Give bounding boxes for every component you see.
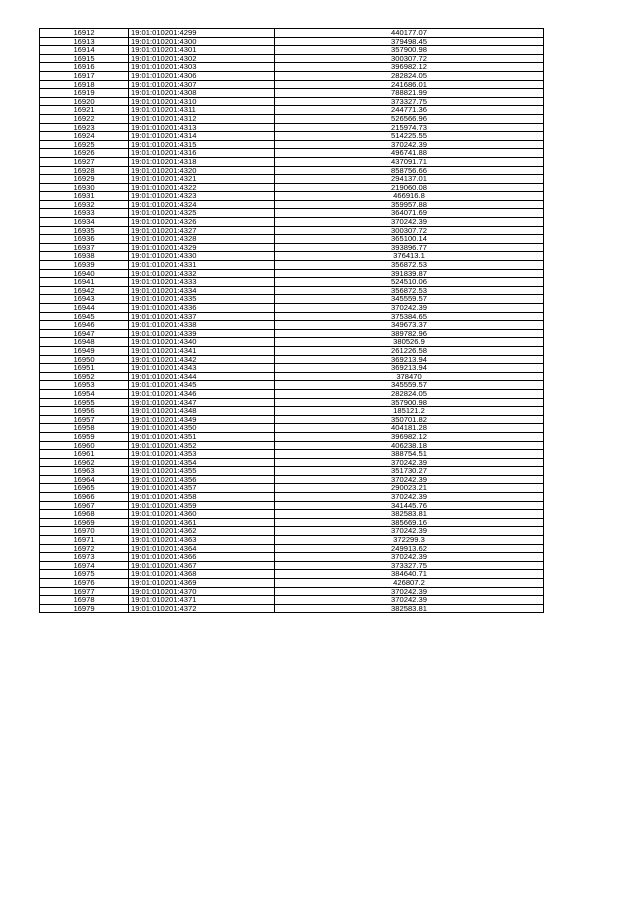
value-cell: 496741.88: [275, 149, 544, 158]
cadastral-number-cell: 19:01:010201:4322: [129, 183, 275, 192]
table-row: [40, 54, 544, 63]
value-cell: 379498.45: [275, 37, 544, 46]
table-row: [40, 536, 544, 545]
table-row: [40, 389, 544, 398]
value-cell: 391839.87: [275, 269, 544, 278]
value-cell: 370242.39: [275, 527, 544, 536]
cadastral-number-cell: 19:01:010201:4334: [129, 286, 275, 295]
table-row: [40, 29, 544, 38]
value-cell: 378470: [275, 372, 544, 381]
row-number-cell: 16948: [40, 338, 129, 347]
row-number-cell: 16949: [40, 346, 129, 355]
row-number-cell: 16929: [40, 175, 129, 184]
table-row: [40, 218, 544, 227]
table-row: [40, 604, 544, 613]
row-number-cell: 16944: [40, 304, 129, 313]
cadastral-number-cell: 19:01:010201:4318: [129, 157, 275, 166]
row-number-cell: 16914: [40, 46, 129, 55]
cadastral-number-cell: 19:01:010201:4347: [129, 398, 275, 407]
value-cell: 370242.39: [275, 553, 544, 562]
value-cell: 370242.39: [275, 218, 544, 227]
table-row: [40, 381, 544, 390]
cadastral-number-cell: 19:01:010201:4357: [129, 484, 275, 493]
row-number-cell: 16971: [40, 536, 129, 545]
table-row: [40, 561, 544, 570]
value-cell: 384640.71: [275, 570, 544, 579]
value-cell: 396982.12: [275, 63, 544, 72]
cadastral-number-cell: 19:01:010201:4366: [129, 553, 275, 562]
table-row: [40, 123, 544, 132]
row-number-cell: 16934: [40, 218, 129, 227]
row-number-cell: 16976: [40, 579, 129, 588]
value-cell: 376413.1: [275, 252, 544, 261]
cadastral-number-cell: 19:01:010201:4335: [129, 295, 275, 304]
cadastral-number-cell: 19:01:010201:4338: [129, 321, 275, 330]
row-number-cell: 16959: [40, 432, 129, 441]
table-row: [40, 286, 544, 295]
table-row: [40, 114, 544, 123]
row-number-cell: 16962: [40, 458, 129, 467]
table-row: [40, 97, 544, 106]
value-cell: 437091.71: [275, 157, 544, 166]
cadastral-number-cell: 19:01:010201:4362: [129, 527, 275, 536]
row-number-cell: 16912: [40, 29, 129, 38]
value-cell: 300307.72: [275, 54, 544, 63]
row-number-cell: 16963: [40, 467, 129, 476]
cadastral-number-cell: 19:01:010201:4337: [129, 312, 275, 321]
table-row: [40, 63, 544, 72]
value-cell: 370242.39: [275, 596, 544, 605]
row-number-cell: 16979: [40, 604, 129, 613]
row-number-cell: 16926: [40, 149, 129, 158]
cadastral-number-cell: 19:01:010201:4341: [129, 346, 275, 355]
table-row: [40, 355, 544, 364]
cadastral-number-cell: 19:01:010201:4332: [129, 269, 275, 278]
value-cell: 426807.2: [275, 579, 544, 588]
value-cell: 514225.55: [275, 132, 544, 141]
cadastral-number-cell: 19:01:010201:4321: [129, 175, 275, 184]
value-cell: 385669.16: [275, 518, 544, 527]
row-number-cell: 16946: [40, 321, 129, 330]
cadastral-number-cell: 19:01:010201:4324: [129, 200, 275, 209]
row-number-cell: 16975: [40, 570, 129, 579]
value-cell: 524510.06: [275, 278, 544, 287]
row-number-cell: 16950: [40, 355, 129, 364]
cadastral-number-cell: 19:01:010201:4371: [129, 596, 275, 605]
value-cell: 356872.53: [275, 286, 544, 295]
value-cell: 359957.88: [275, 200, 544, 209]
value-cell: 300307.72: [275, 226, 544, 235]
value-cell: 373327.75: [275, 97, 544, 106]
cadastral-number-cell: 19:01:010201:4303: [129, 63, 275, 72]
table-row: [40, 295, 544, 304]
row-number-cell: 16927: [40, 157, 129, 166]
cadastral-number-cell: 19:01:010201:4330: [129, 252, 275, 261]
row-number-cell: 16951: [40, 364, 129, 373]
table-row: [40, 467, 544, 476]
cadastral-number-cell: 19:01:010201:4307: [129, 80, 275, 89]
row-number-cell: 16977: [40, 587, 129, 596]
row-number-cell: 16936: [40, 235, 129, 244]
cadastral-number-cell: 19:01:010201:4372: [129, 604, 275, 613]
cadastral-number-cell: 19:01:010201:4346: [129, 389, 275, 398]
value-cell: 282824.05: [275, 71, 544, 80]
row-number-cell: 16913: [40, 37, 129, 46]
cadastral-number-cell: 19:01:010201:4345: [129, 381, 275, 390]
cadastral-number-cell: 19:01:010201:4342: [129, 355, 275, 364]
table-row: [40, 432, 544, 441]
row-number-cell: 16920: [40, 97, 129, 106]
value-cell: 393896.77: [275, 243, 544, 252]
cadastral-number-cell: 19:01:010201:4364: [129, 544, 275, 553]
cadastral-number-cell: 19:01:010201:4328: [129, 235, 275, 244]
table-row: [40, 475, 544, 484]
table-row: [40, 364, 544, 373]
row-number-cell: 16943: [40, 295, 129, 304]
cadastral-number-cell: 19:01:010201:4302: [129, 54, 275, 63]
row-number-cell: 16938: [40, 252, 129, 261]
table-row: [40, 175, 544, 184]
table-row: [40, 37, 544, 46]
table-row: [40, 149, 544, 158]
table-row: [40, 501, 544, 510]
table-row: [40, 579, 544, 588]
row-number-cell: 16925: [40, 140, 129, 149]
data-table: [39, 28, 544, 613]
table-row: [40, 269, 544, 278]
row-number-cell: 16958: [40, 424, 129, 433]
value-cell: 345559.57: [275, 381, 544, 390]
table-row: [40, 200, 544, 209]
cadastral-number-cell: 19:01:010201:4327: [129, 226, 275, 235]
value-cell: 244771.36: [275, 106, 544, 115]
table-row: [40, 140, 544, 149]
value-cell: 466916.8: [275, 192, 544, 201]
row-number-cell: 16932: [40, 200, 129, 209]
table-row: [40, 587, 544, 596]
value-cell: 282824.05: [275, 389, 544, 398]
value-cell: 389782.96: [275, 329, 544, 338]
value-cell: 370242.39: [275, 587, 544, 596]
cadastral-number-cell: 19:01:010201:4339: [129, 329, 275, 338]
table-row: [40, 596, 544, 605]
cadastral-number-cell: 19:01:010201:4361: [129, 518, 275, 527]
table-row: [40, 493, 544, 502]
value-cell: 349673.37: [275, 321, 544, 330]
cadastral-number-cell: 19:01:010201:4349: [129, 415, 275, 424]
table-row: [40, 407, 544, 416]
row-number-cell: 16952: [40, 372, 129, 381]
table-row: [40, 570, 544, 579]
row-number-cell: 16964: [40, 475, 129, 484]
row-number-cell: 16967: [40, 501, 129, 510]
value-cell: 364071.69: [275, 209, 544, 218]
cadastral-number-cell: 19:01:010201:4348: [129, 407, 275, 416]
row-number-cell: 16969: [40, 518, 129, 527]
table-row: [40, 312, 544, 321]
row-number-cell: 16973: [40, 553, 129, 562]
value-cell: 370242.39: [275, 140, 544, 149]
value-cell: 370242.39: [275, 458, 544, 467]
row-number-cell: 16953: [40, 381, 129, 390]
cadastral-number-cell: 19:01:010201:4301: [129, 46, 275, 55]
value-cell: 369213.94: [275, 364, 544, 373]
cadastral-number-cell: 19:01:010201:4314: [129, 132, 275, 141]
cadastral-number-cell: 19:01:010201:4331: [129, 261, 275, 270]
row-number-cell: 16917: [40, 71, 129, 80]
cadastral-number-cell: 19:01:010201:4323: [129, 192, 275, 201]
cadastral-number-cell: 19:01:010201:4311: [129, 106, 275, 115]
cadastral-number-cell: 19:01:010201:4352: [129, 441, 275, 450]
value-cell: 356872.53: [275, 261, 544, 270]
value-cell: 382583.81: [275, 510, 544, 519]
table-row: [40, 252, 544, 261]
value-cell: 261226.58: [275, 346, 544, 355]
cadastral-number-cell: 19:01:010201:4329: [129, 243, 275, 252]
table-row: [40, 450, 544, 459]
cadastral-number-cell: 19:01:010201:4356: [129, 475, 275, 484]
cadastral-number-cell: 19:01:010201:4350: [129, 424, 275, 433]
cadastral-number-cell: 19:01:010201:4370: [129, 587, 275, 596]
row-number-cell: 16961: [40, 450, 129, 459]
value-cell: 294137.01: [275, 175, 544, 184]
row-number-cell: 16974: [40, 561, 129, 570]
table-row: [40, 415, 544, 424]
table-body: [40, 29, 544, 613]
value-cell: 396982.12: [275, 432, 544, 441]
table-row: [40, 372, 544, 381]
table-row: [40, 226, 544, 235]
cadastral-number-cell: 19:01:010201:4333: [129, 278, 275, 287]
table-row: [40, 243, 544, 252]
cadastral-number-cell: 19:01:010201:4306: [129, 71, 275, 80]
value-cell: 350701.82: [275, 415, 544, 424]
table-row: [40, 183, 544, 192]
table-row: [40, 89, 544, 98]
row-number-cell: 16931: [40, 192, 129, 201]
table-row: [40, 132, 544, 141]
row-number-cell: 16937: [40, 243, 129, 252]
cadastral-number-cell: 19:01:010201:4351: [129, 432, 275, 441]
cadastral-number-cell: 19:01:010201:4316: [129, 149, 275, 158]
value-cell: 357900.98: [275, 46, 544, 55]
value-cell: 440177.07: [275, 29, 544, 38]
value-cell: 372299.3: [275, 536, 544, 545]
table-row: [40, 544, 544, 553]
value-cell: 788821.99: [275, 89, 544, 98]
table-row: [40, 278, 544, 287]
value-cell: 526566.96: [275, 114, 544, 123]
value-cell: 370242.39: [275, 475, 544, 484]
value-cell: 215974.73: [275, 123, 544, 132]
cadastral-number-cell: 19:01:010201:4354: [129, 458, 275, 467]
row-number-cell: 16956: [40, 407, 129, 416]
cadastral-number-cell: 19:01:010201:4344: [129, 372, 275, 381]
row-number-cell: 16921: [40, 106, 129, 115]
row-number-cell: 16923: [40, 123, 129, 132]
row-number-cell: 16970: [40, 527, 129, 536]
row-number-cell: 16933: [40, 209, 129, 218]
value-cell: 380526.9: [275, 338, 544, 347]
row-number-cell: 16916: [40, 63, 129, 72]
row-number-cell: 16939: [40, 261, 129, 270]
table-row: [40, 80, 544, 89]
table-row: [40, 166, 544, 175]
row-number-cell: 16919: [40, 89, 129, 98]
cadastral-number-cell: 19:01:010201:4367: [129, 561, 275, 570]
row-number-cell: 16940: [40, 269, 129, 278]
value-cell: 388754.51: [275, 450, 544, 459]
cadastral-number-cell: 19:01:010201:4363: [129, 536, 275, 545]
cadastral-number-cell: 19:01:010201:4325: [129, 209, 275, 218]
cadastral-number-cell: 19:01:010201:4310: [129, 97, 275, 106]
table-row: [40, 235, 544, 244]
table-row: [40, 484, 544, 493]
table-row: [40, 329, 544, 338]
table-row: [40, 424, 544, 433]
value-cell: 219060.08: [275, 183, 544, 192]
value-cell: 370242.39: [275, 304, 544, 313]
table-row: [40, 518, 544, 527]
row-number-cell: 16954: [40, 389, 129, 398]
table-row: [40, 510, 544, 519]
table-row: [40, 261, 544, 270]
value-cell: 406238.18: [275, 441, 544, 450]
cadastral-number-cell: 19:01:010201:4353: [129, 450, 275, 459]
value-cell: 369213.94: [275, 355, 544, 364]
table-row: [40, 71, 544, 80]
cadastral-number-cell: 19:01:010201:4368: [129, 570, 275, 579]
table-row: [40, 157, 544, 166]
row-number-cell: 16957: [40, 415, 129, 424]
cadastral-number-cell: 19:01:010201:4360: [129, 510, 275, 519]
value-cell: 341445.76: [275, 501, 544, 510]
row-number-cell: 16941: [40, 278, 129, 287]
row-number-cell: 16942: [40, 286, 129, 295]
row-number-cell: 16928: [40, 166, 129, 175]
row-number-cell: 16918: [40, 80, 129, 89]
row-number-cell: 16935: [40, 226, 129, 235]
row-number-cell: 16960: [40, 441, 129, 450]
value-cell: 357900.98: [275, 398, 544, 407]
cadastral-number-cell: 19:01:010201:4320: [129, 166, 275, 175]
table-row: [40, 46, 544, 55]
cadastral-number-cell: 19:01:010201:4326: [129, 218, 275, 227]
cadastral-number-cell: 19:01:010201:4369: [129, 579, 275, 588]
value-cell: 345559.57: [275, 295, 544, 304]
table-row: [40, 346, 544, 355]
row-number-cell: 16955: [40, 398, 129, 407]
cadastral-number-cell: 19:01:010201:4299: [129, 29, 275, 38]
cadastral-number-cell: 19:01:010201:4358: [129, 493, 275, 502]
value-cell: 241686.01: [275, 80, 544, 89]
cadastral-number-cell: 19:01:010201:4359: [129, 501, 275, 510]
table-row: [40, 304, 544, 313]
cadastral-number-cell: 19:01:010201:4308: [129, 89, 275, 98]
value-cell: 373327.75: [275, 561, 544, 570]
row-number-cell: 16978: [40, 596, 129, 605]
value-cell: 382583.81: [275, 604, 544, 613]
row-number-cell: 16930: [40, 183, 129, 192]
row-number-cell: 16947: [40, 329, 129, 338]
cadastral-number-cell: 19:01:010201:4300: [129, 37, 275, 46]
table-row: [40, 321, 544, 330]
cadastral-number-cell: 19:01:010201:4355: [129, 467, 275, 476]
cadastral-number-cell: 19:01:010201:4343: [129, 364, 275, 373]
cadastral-number-cell: 19:01:010201:4313: [129, 123, 275, 132]
row-number-cell: 16966: [40, 493, 129, 502]
table-row: [40, 106, 544, 115]
table-row: [40, 338, 544, 347]
value-cell: 375384.65: [275, 312, 544, 321]
table-row: [40, 441, 544, 450]
table-row: [40, 553, 544, 562]
cadastral-number-cell: 19:01:010201:4315: [129, 140, 275, 149]
row-number-cell: 16915: [40, 54, 129, 63]
cadastral-number-cell: 19:01:010201:4312: [129, 114, 275, 123]
value-cell: 365100.14: [275, 235, 544, 244]
table-row: [40, 192, 544, 201]
row-number-cell: 16945: [40, 312, 129, 321]
table-row: [40, 458, 544, 467]
cadastral-number-cell: 19:01:010201:4340: [129, 338, 275, 347]
value-cell: 404181.28: [275, 424, 544, 433]
value-cell: 370242.39: [275, 493, 544, 502]
row-number-cell: 16922: [40, 114, 129, 123]
cadastral-number-cell: 19:01:010201:4336: [129, 304, 275, 313]
table-row: [40, 209, 544, 218]
value-cell: 290023.21: [275, 484, 544, 493]
row-number-cell: 16972: [40, 544, 129, 553]
table-row: [40, 527, 544, 536]
row-number-cell: 16924: [40, 132, 129, 141]
table-row: [40, 398, 544, 407]
row-number-cell: 16965: [40, 484, 129, 493]
value-cell: 351730.27: [275, 467, 544, 476]
value-cell: 249913.62: [275, 544, 544, 553]
row-number-cell: 16968: [40, 510, 129, 519]
value-cell: 185121.2: [275, 407, 544, 416]
value-cell: 858756.66: [275, 166, 544, 175]
